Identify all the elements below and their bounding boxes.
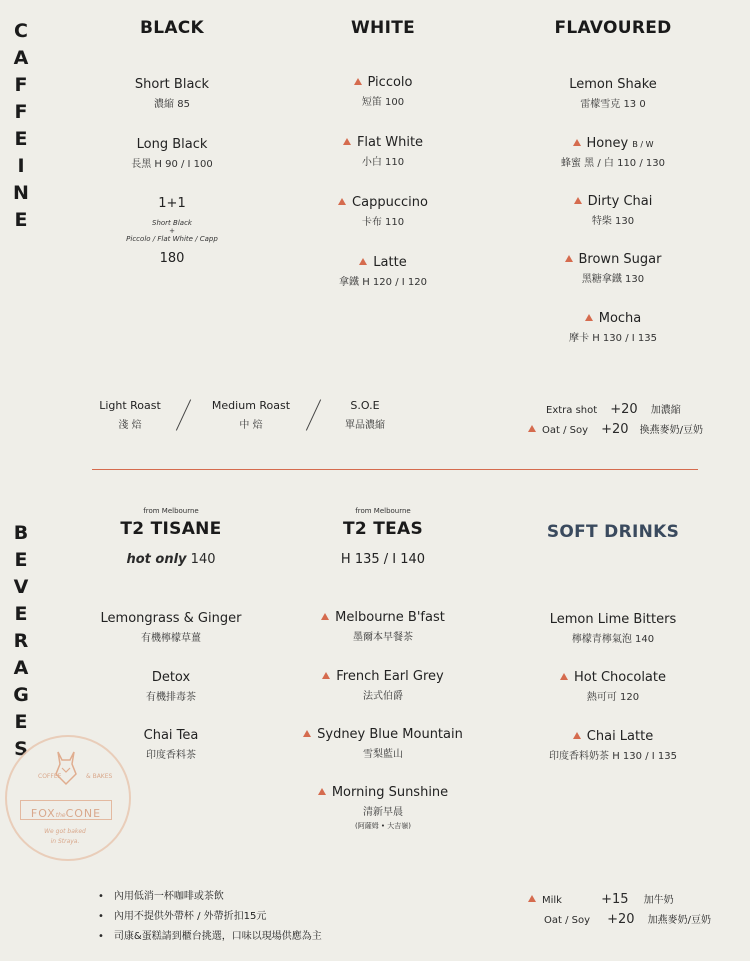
triangle-icon — [354, 78, 362, 85]
triangle-icon — [318, 788, 326, 795]
addon-label: Oat / Soy — [542, 425, 589, 436]
menu-item — [533, 136, 693, 169]
addon-price: +20 — [610, 402, 638, 417]
item-name: Morning Sunshine — [331, 785, 449, 800]
triangle-icon — [560, 673, 568, 680]
roast-option — [205, 399, 297, 431]
item-name: Lemongrass & Ginger — [100, 611, 242, 626]
addon-row — [544, 908, 711, 927]
item-name: Lemon Shake — [569, 77, 657, 92]
roast-option — [330, 399, 400, 431]
combo-title: 1+1 — [158, 196, 186, 211]
addon-label: Milk — [542, 895, 562, 906]
menu-item — [293, 610, 473, 643]
triangle-icon — [573, 732, 581, 739]
item-name: Long Black — [136, 137, 208, 152]
menu-item — [533, 252, 693, 285]
item-sub: (阿薩姆 • 大吉嶺) — [354, 822, 412, 830]
menu-item — [533, 77, 693, 110]
addon-label: Oat / Soy — [544, 915, 591, 926]
menu-item — [90, 611, 252, 644]
item-price: 濃縮 85 — [154, 99, 190, 110]
combo-price: 180 — [159, 251, 185, 266]
logo-bakes-text: & BAKES — [86, 773, 113, 780]
menu-item — [303, 255, 463, 288]
tisane-note: hot only — [126, 552, 187, 567]
addon-label: Extra shot — [546, 405, 598, 416]
item-price: 熱可可 120 — [586, 692, 640, 703]
item-zh: 墨爾本早餐茶 — [353, 632, 413, 643]
logo-coffee-text: COFFEE — [38, 773, 62, 780]
item-suffix: B / W — [632, 140, 654, 149]
menu-item — [530, 612, 696, 645]
menu-item — [530, 729, 696, 762]
menu-item — [92, 77, 252, 110]
item-price: 印度香料奶茶 H 130 / I 135 — [549, 751, 677, 762]
addon-zh: 加燕麥奶/豆奶 — [647, 915, 712, 926]
item-name: Mocha — [598, 311, 642, 326]
item-price: 卡布 110 — [361, 217, 405, 228]
addon-zh: 加牛奶 — [643, 895, 674, 906]
item-price: 短笛 100 — [361, 97, 405, 108]
triangle-icon — [528, 425, 536, 432]
triangle-icon — [528, 895, 536, 902]
menu-item — [293, 669, 473, 702]
note-line: • 司康&蛋糕請到櫃台挑選，口味以現場供應為主 — [98, 931, 322, 942]
section-divider — [92, 469, 698, 470]
from-label: from Melbourne — [143, 507, 199, 515]
menu-item — [530, 670, 696, 703]
triangle-icon — [573, 139, 581, 146]
item-zh: 印度香料茶 — [146, 750, 196, 761]
menu-item — [303, 195, 463, 228]
menu-item — [303, 135, 463, 168]
menu-item — [533, 194, 693, 227]
triangle-icon — [565, 255, 573, 262]
logo-tagline-1: We got baked — [44, 828, 86, 835]
item-zh: 法式伯爵 — [363, 691, 403, 702]
tisane-price: 140 — [190, 552, 216, 567]
black-column — [92, 18, 252, 38]
item-name: Hot Chocolate — [573, 670, 666, 685]
addon-row — [528, 418, 703, 437]
soft-drinks-title: SOFT DRINKS — [546, 522, 680, 542]
roast-zh: 單品濃縮 — [345, 420, 385, 431]
roast-name: Medium Roast — [211, 399, 291, 412]
divider-slash — [306, 399, 321, 430]
roast-option — [90, 399, 170, 431]
logo-name: FOXtheCONE — [30, 807, 102, 820]
roast-name: Light Roast — [99, 399, 161, 412]
combo-item — [92, 196, 252, 266]
addon-row — [546, 398, 681, 417]
section-label-caffeine: CAFFEINE — [10, 20, 32, 236]
item-name: Dirty Chai — [587, 194, 653, 209]
item-price: 檸檬青檸氣泡 140 — [571, 634, 655, 645]
item-name: Chai Tea — [143, 728, 199, 743]
item-name: Detox — [151, 670, 191, 685]
item-price: 雷檬雪克 13 0 — [580, 99, 646, 110]
addon-price: +20 — [607, 912, 635, 927]
roast-zh: 中 焙 — [239, 420, 263, 431]
tisane-title: T2 TISANE — [120, 519, 222, 539]
combo-plus: + — [169, 227, 175, 235]
bullet-icon: • — [98, 891, 104, 902]
addon-zh: 換燕麥奶/豆奶 — [639, 425, 704, 436]
menu-item — [533, 311, 693, 344]
item-price: 特柴 130 — [591, 216, 635, 227]
teas-title: T2 TEAS — [342, 519, 424, 539]
item-name: French Earl Grey — [336, 669, 444, 684]
section-label-beverages: BEVERAGES — [10, 522, 32, 765]
addon-zh: 加濃縮 — [650, 405, 681, 416]
triangle-icon — [359, 258, 367, 265]
item-name: Melbourne B'fast — [335, 610, 445, 625]
item-price: 長黑 H 90 / I 100 — [131, 159, 213, 170]
item-zh: 有機檸檬草薑 — [141, 633, 201, 644]
roast-zh: 淺 焙 — [118, 420, 142, 431]
combo-line-1: Short Black — [152, 219, 192, 227]
item-price: 蜂蜜 黑 / 白 110 / 130 — [561, 158, 665, 169]
menu-item — [92, 137, 252, 170]
triangle-icon — [343, 138, 351, 145]
note-line: • 內用低消一杯咖啡或茶飲 — [98, 891, 224, 902]
item-zh: 清新早晨 — [363, 807, 403, 818]
roast-name: S.O.E — [350, 399, 380, 412]
item-name: Latte — [373, 255, 407, 270]
addon-row — [528, 888, 674, 907]
teas-header — [303, 507, 463, 567]
logo-tagline-2: in Straya. — [50, 838, 80, 845]
menu-item — [283, 727, 483, 760]
item-price: 小白 110 — [361, 157, 405, 168]
item-name: Flat White — [356, 135, 424, 150]
flavoured-title: FLAVOURED — [554, 18, 672, 38]
item-name: Brown Sugar — [578, 252, 662, 267]
addon-price: +20 — [601, 422, 629, 437]
menu-item — [303, 75, 463, 108]
item-name: Sydney Blue Mountain — [317, 727, 463, 742]
from-label: from Melbourne — [355, 507, 411, 515]
item-name: Piccolo — [367, 75, 413, 90]
triangle-icon — [338, 198, 346, 205]
menu-item — [293, 785, 473, 831]
item-price: 拿鐵 H 120 / I 120 — [339, 277, 427, 288]
item-price: 黑糖拿鐵 130 — [581, 274, 645, 285]
item-zh: 有機排毒茶 — [146, 692, 196, 703]
note-line: • 內用不提供外帶杯 / 外帶折扣15元 — [98, 911, 267, 922]
triangle-icon — [574, 197, 582, 204]
triangle-icon — [322, 672, 330, 679]
item-name: Lemon Lime Bitters — [549, 612, 677, 627]
fox-icon — [52, 748, 80, 788]
item-name: Chai Latte — [586, 729, 654, 744]
tisane-header — [90, 507, 252, 567]
item-name: Short Black — [134, 77, 210, 92]
white-title: WHITE — [350, 18, 415, 38]
item-price: 摩卡 H 130 / I 135 — [569, 333, 657, 344]
divider-slash — [176, 399, 191, 430]
menu-item — [90, 670, 252, 703]
triangle-icon — [321, 613, 329, 620]
item-zh: 雪梨藍山 — [363, 749, 403, 760]
bullet-icon: • — [98, 911, 104, 922]
item-name: Honey — [586, 136, 629, 151]
addon-price: +15 — [601, 892, 629, 907]
item-name: Cappuccino — [352, 195, 428, 210]
triangle-icon — [585, 314, 593, 321]
triangle-icon — [303, 730, 311, 737]
combo-line-2: Piccolo / Flat White / Capp — [126, 235, 218, 243]
black-title: BLACK — [139, 18, 205, 38]
teas-price: H 135 / I 140 — [340, 552, 426, 567]
bullet-icon: • — [98, 931, 104, 942]
